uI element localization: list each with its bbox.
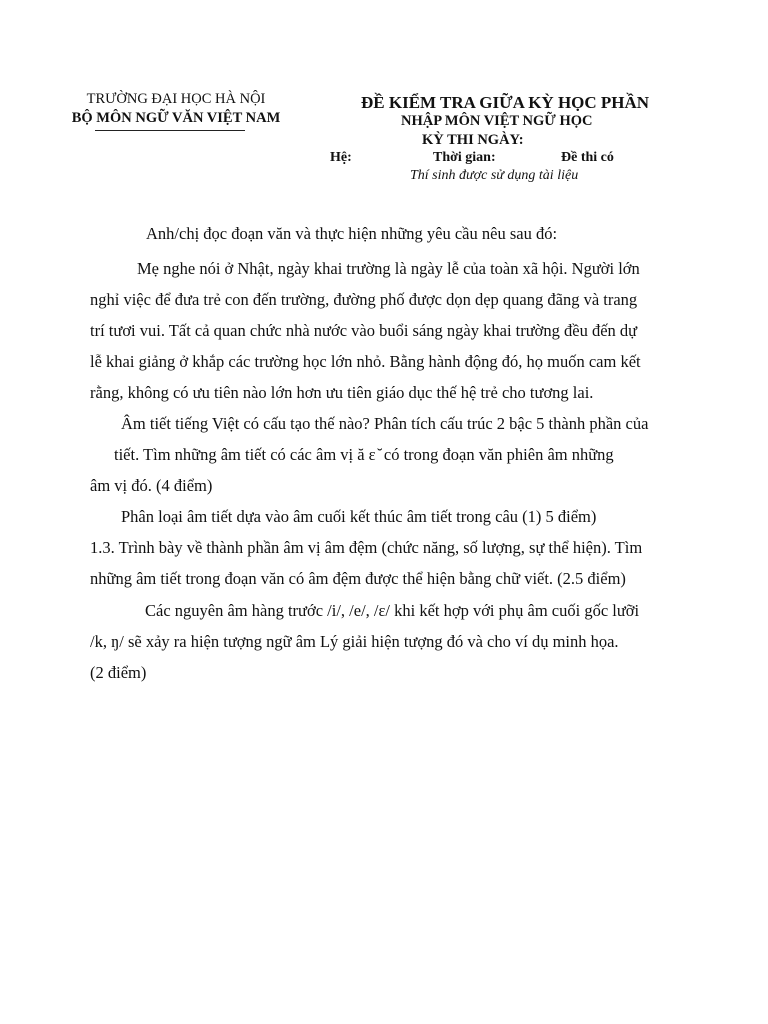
department-underline: [95, 130, 245, 131]
exam-code-label: Đề thi có: [561, 150, 614, 165]
question-1-line-2: tiết. Tìm những âm tiết có các âm vị ă ɛ ̆ có trong đoạn văn phiên âm những: [114, 445, 614, 464]
exam-title: ĐỀ KIỂM TRA GIỮA KỲ HỌC PHẦN: [361, 93, 650, 112]
school-name: TRƯỜNG ĐẠI HỌC HÀ NỘI: [86, 91, 266, 107]
time-label: Thời gian:: [433, 150, 496, 165]
passage-line-2: nghỉ việc để đưa trẻ con đến trường, đường phố được dọn dẹp quang đãng và trang: [90, 290, 638, 309]
question-4-line-2: /k, ŋ/ sẽ xảy ra hiện tượng ngữ âm Lý giải hiện tượng đó và cho ví dụ minh họa.: [90, 632, 619, 651]
question-3-line-1: 1.3. Trình bày về thành phần âm vị âm đệm (chức năng, số lượng, sự thể hiện). Tìm: [90, 538, 643, 557]
question-1-line-1: Âm tiết tiếng Việt có cấu tạo thế nào? Phân tích cấu trúc 2 bậc 5 thành phần của: [121, 414, 649, 433]
question-3-line-2: những âm tiết trong đoạn văn có âm đệm được thể hiện bằng chữ viết. (2.5 điểm): [90, 569, 626, 588]
department-name: BỘ MÔN NGỮ VĂN VIỆT NAM: [71, 110, 281, 126]
question-4-line-1: Các nguyên âm hàng trước /i/, /e/, /ɛ/ khi kết hợp với phụ âm cuối gốc lưỡi: [145, 601, 640, 620]
passage-line-4: lễ khai giảng ở khắp các trường học lớn nhỏ. Bằng hành động đó, họ muốn cam kết: [90, 352, 641, 371]
exam-date-label: KỲ THI NGÀY:: [422, 132, 524, 148]
question-4-line-3: (2 điểm): [90, 663, 147, 682]
document-allowed-note: Thí sinh được sử dụng tài liệu: [410, 168, 579, 183]
passage-line-5: rằng, không có ưu tiên nào lớn hơn ưu tiên giáo dục thế hệ trẻ cho tương lai.: [90, 383, 594, 402]
question-2-line: Phân loại âm tiết dựa vào âm cuối kết thúc âm tiết trong câu (1) 5 điểm): [121, 507, 597, 526]
system-label: Hệ:: [330, 150, 352, 165]
instruction-line: Anh/chị đọc đoạn văn và thực hiện những yêu cầu nêu sau đó:: [146, 224, 558, 243]
passage-line-3: trí tươi vui. Tất cả quan chức nhà nước vào buổi sáng ngày khai trường đều đến dự: [90, 321, 638, 340]
subject-title: NHẬP MÔN VIỆT NGỮ HỌC: [401, 113, 593, 129]
question-1-line-3: âm vị đó. (4 điểm): [90, 476, 213, 495]
passage-line-1: Mẹ nghe nói ở Nhật, ngày khai trường là ngày lễ của toàn xã hội. Người lớn: [137, 259, 640, 278]
